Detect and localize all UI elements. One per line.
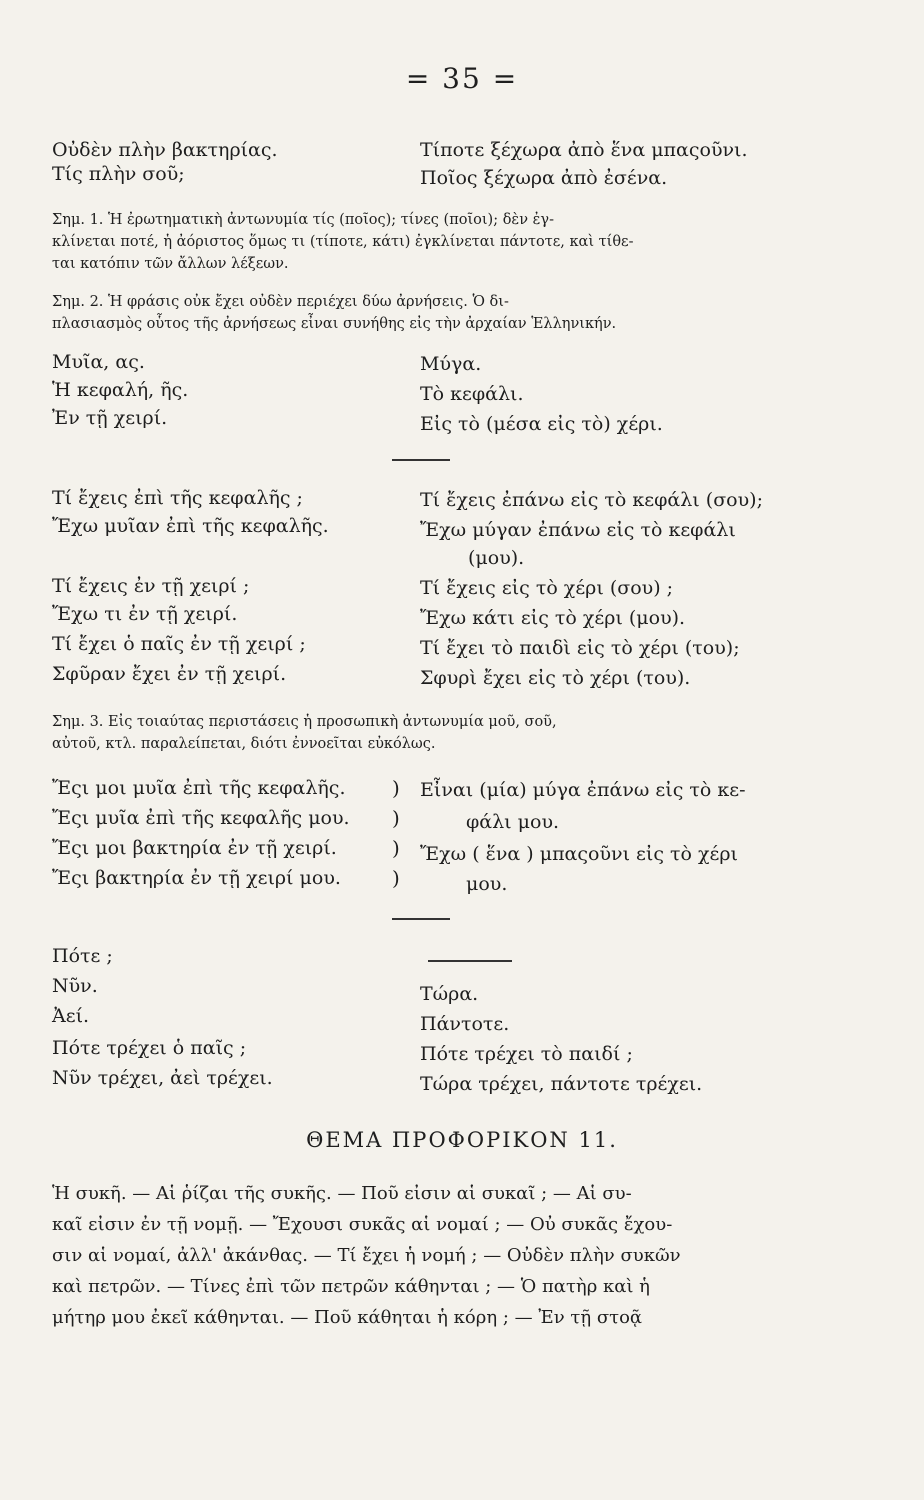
- text-line: Ἔχω ( ἕνα ) μπαςοῦνι εἰς τὸ χέρι: [420, 843, 738, 865]
- paragraph-line: μήτηρ μου ἐκεῖ κάθηνται. — Ποῦ κάθηται ἡ κόρη ; — Ἐν τῇ στοᾷ: [52, 1307, 643, 1328]
- bracket: ): [392, 776, 400, 800]
- text-line: Ποῖος ξέχωρα ἀπὸ ἐσένα.: [420, 167, 668, 189]
- text-line: Τί ἔχεις ἐπάνω εἰς τὸ κεφάλι (σου);: [420, 489, 763, 511]
- text-line: Τίποτε ξέχωρα ἀπὸ ἕνα μπαςοῦνι.: [420, 139, 748, 161]
- note-line: Σημ. 2. Ἡ φράσις οὐκ ἔχει οὐδὲν περιέχει δύω ἀρνήσεις. Ὁ δι-: [52, 294, 509, 310]
- text-line: Πάντοτε.: [420, 1013, 510, 1035]
- text-line: Μυῖα, ας.: [52, 351, 145, 373]
- separator-rule: [428, 960, 512, 962]
- page-number: = 35 =: [405, 62, 519, 95]
- text-line: Πότε τρέχει ὁ παῖς ;: [52, 1037, 247, 1059]
- text-line: μου.: [466, 873, 508, 895]
- section-heading: ΘΕΜΑ ΠΡΟΦΟΡΙΚΟΝ 11.: [306, 1128, 618, 1152]
- text-line: Ἔςι μυῖα ἐπὶ τῆς κεφαλῆς μου.: [52, 807, 350, 829]
- text-line: Εἰς τὸ (μέσα εἰς τὸ) χέρι.: [420, 413, 663, 435]
- text-line: Τί ἔχει ὁ παῖς ἐν τῇ χειρί ;: [52, 633, 306, 655]
- paragraph-line: Ἡ συκῆ. — Αἱ ῥίζαι τῆς συκῆς. — Ποῦ εἰσιν αἱ συκαῖ ; — Αἱ συ-: [52, 1183, 632, 1204]
- text-line: Οὐδὲν πλὴν βακτηρίας.: [52, 139, 278, 161]
- note-line: Σημ. 1. Ἡ ἐρωτηματικὴ ἀντωνυμία τίς (ποῖος); τίνες (ποῖοι); δὲν ἐγ-: [52, 212, 554, 228]
- text-line: Ἔςι μοι βακτηρία ἐν τῇ χειρί.: [52, 837, 337, 859]
- text-line: Τί ἔχει τὸ παιδὶ εἰς τὸ χέρι (του);: [420, 637, 740, 659]
- text-line: Σφυρὶ ἔχει εἰς τὸ χέρι (του).: [420, 667, 691, 689]
- text-line: Ἔχω τι ἐν τῇ χειρί.: [52, 603, 238, 625]
- text-line: Νῦν τρέχει, ἀεὶ τρέχει.: [52, 1067, 273, 1089]
- text-line: Ἔχω μυῖαν ἐπὶ τῆς κεφαλῆς.: [52, 515, 329, 537]
- text-line: Μύγα.: [420, 353, 482, 375]
- text-line: Τὸ κεφάλι.: [420, 383, 524, 405]
- text-line: (μου).: [468, 547, 525, 569]
- text-line: Ἡ κεφαλή, ῆς.: [52, 379, 189, 401]
- text-line: Εἶναι (μία) μύγα ἐπάνω εἰς τὸ κε-: [420, 779, 746, 801]
- text-line: Ἔςι βακτηρία ἐν τῇ χειρί μου.: [52, 867, 341, 889]
- text-line: Τώρα.: [420, 983, 479, 1005]
- text-line: Νῦν.: [52, 975, 98, 997]
- text-line: φάλι μου.: [466, 811, 560, 833]
- text-line: Ἔςι μοι μυῖα ἐπὶ τῆς κεφαλῆς.: [52, 777, 346, 799]
- paragraph-line: σιν αἱ νομαί, ἀλλ' ἀκάνθας. — Τί ἔχει ἡ νομή ; — Οὐδὲν πλὴν συκῶν: [52, 1245, 681, 1266]
- text-line: Τίς πλὴν σοῦ;: [52, 163, 185, 185]
- bracket: ): [392, 806, 400, 830]
- text-line: Τώρα τρέχει, πάντοτε τρέχει.: [420, 1073, 703, 1095]
- text-line: Σφῦραν ἔχει ἐν τῇ χειρί.: [52, 663, 287, 685]
- separator-rule: [392, 459, 450, 461]
- paragraph-line: καὶ πετρῶν. — Τίνες ἐπὶ τῶν πετρῶν κάθηνται ; — Ὁ πατὴρ καὶ ἡ: [52, 1276, 650, 1297]
- text-line: Τί ἔχεις ἐν τῇ χειρί ;: [52, 575, 250, 597]
- note-line: πλασιασμὸς οὗτος τῆς ἀρνήσεως εἶναι συνήθης εἰς τὴν ἀρχαίαν Ἑλληνικήν.: [52, 316, 617, 332]
- note-line: αὐτοῦ, κτλ. παραλείπεται, διότι ἐννοεῖται εὐκόλως.: [52, 736, 436, 752]
- note-line: ται κατόπιν τῶν ἄλλων λέξεων.: [52, 256, 289, 272]
- text-line: Ἔχω κάτι εἰς τὸ χέρι (μου).: [420, 607, 686, 629]
- note-line: κλίνεται ποτέ, ἡ ἀόριστος ὅμως τι (τίποτε, κάτι) ἐγκλίνεται πάντοτε, καὶ τίθε-: [52, 234, 634, 250]
- text-line: Ἀεί.: [52, 1005, 90, 1027]
- text-line: Ἔχω μύγαν ἐπάνω εἰς τὸ κεφάλι: [420, 519, 736, 541]
- bracket: ): [392, 866, 400, 890]
- text-line: Τί ἔχεις εἰς τὸ χέρι (σου) ;: [420, 577, 674, 599]
- separator-rule: [392, 918, 450, 920]
- text-line: Πότε ;: [52, 945, 113, 967]
- exercise-paragraph: [52, 1178, 792, 1333]
- paragraph-line: καῖ εἰσιν ἐν τῇ νομῇ. — Ἔχουσι συκᾶς αἱ νομαί ; — Οὐ συκᾶς ἔχου-: [52, 1214, 673, 1235]
- text-line: Τί ἔχεις ἐπὶ τῆς κεφαλῆς ;: [52, 487, 303, 509]
- note-line: Σημ. 3. Εἰς τοιαύτας περιστάσεις ἡ προσωπικὴ ἀντωνυμία μοῦ, σοῦ,: [52, 714, 557, 730]
- text-line: Πότε τρέχει τὸ παιδί ;: [420, 1043, 633, 1065]
- bracket: ): [392, 836, 400, 860]
- text-line: Ἐν τῇ χειρί.: [52, 407, 168, 429]
